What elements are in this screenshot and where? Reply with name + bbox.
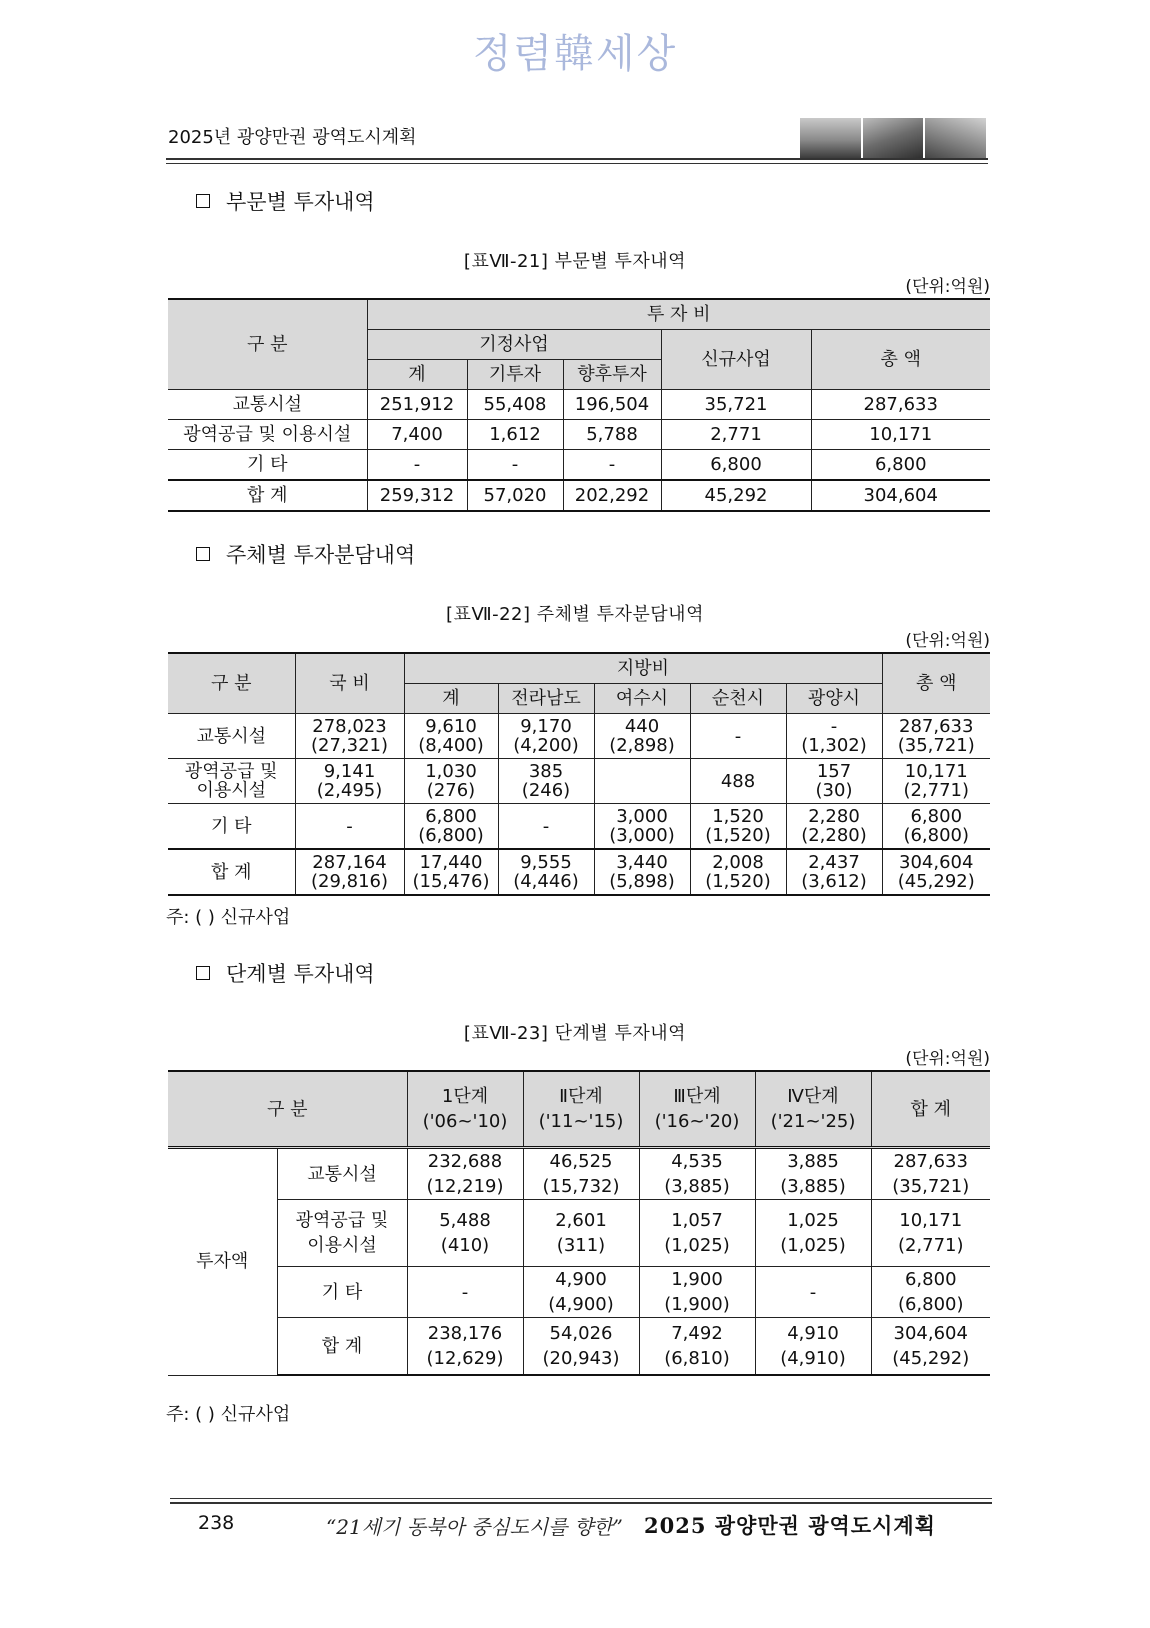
table-cell	[639, 1200, 755, 1267]
cell-subvalue: (45,292)	[897, 871, 975, 892]
cell-subvalue: (6,800)	[903, 825, 970, 846]
cell-subvalue: (6,800)	[897, 1294, 964, 1315]
row-label-line: 이용시설	[307, 1235, 377, 1256]
cell-value: 46,525	[549, 1151, 613, 1172]
stage-name: Ⅳ단계	[787, 1086, 839, 1107]
cell-subvalue: (45,292)	[892, 1348, 970, 1369]
table-cell	[407, 1148, 523, 1200]
table-cell	[755, 1267, 871, 1318]
cell-subvalue: (246)	[521, 780, 571, 801]
cell-value: 202,292	[563, 480, 661, 511]
checkbox-bullet-icon	[196, 547, 210, 561]
col-header-invested: 기투자	[467, 360, 563, 390]
cell-value: 9,555	[520, 852, 572, 873]
cell-value: 2,008	[712, 852, 764, 873]
cell-value: 2,437	[808, 852, 860, 873]
cell-subvalue: (1,025)	[664, 1235, 730, 1256]
stage-period: ('16~'20)	[654, 1111, 740, 1132]
footer-rule	[170, 1502, 992, 1504]
table-cell	[690, 849, 786, 895]
table-cell	[690, 804, 786, 850]
table-row	[168, 714, 990, 759]
cell-value: 1,612	[467, 420, 563, 450]
table-row	[168, 480, 990, 511]
cell-value: 4,535	[671, 1151, 723, 1172]
cell-subvalue: (20,943)	[542, 1348, 620, 1369]
cell-value: -	[467, 450, 563, 481]
section-heading-text: 부문별 투자내역	[226, 190, 375, 214]
row-label-line: 광역공급 및	[295, 1210, 389, 1231]
cell-value: 6,800	[904, 1269, 957, 1290]
col-header-total: 합 계	[871, 1071, 990, 1148]
cell-subvalue: (3,885)	[664, 1176, 730, 1197]
cell-value: 5,788	[563, 420, 661, 450]
cell-subvalue: (4,900)	[548, 1294, 614, 1315]
cell-subvalue: (3,000)	[609, 825, 675, 846]
cell-value: 304,604	[893, 1323, 968, 1344]
table-cell	[786, 759, 882, 804]
cell-value: 2,280	[808, 806, 860, 827]
cell-value: 238,176	[427, 1323, 503, 1344]
cell-subvalue: (4,910)	[780, 1348, 846, 1369]
row-label	[168, 759, 295, 804]
cell-value: 1,030	[425, 761, 477, 782]
cell-subvalue: (35,721)	[897, 735, 975, 756]
table-cell	[639, 1318, 755, 1376]
table-row	[168, 759, 990, 804]
cell-value: 5,488	[439, 1210, 491, 1231]
col-header-sum: 계	[404, 684, 498, 714]
table-cell	[690, 714, 786, 759]
table-row	[168, 849, 990, 895]
cell-value: 10,171	[899, 1210, 963, 1231]
cell-value: 10,171	[811, 420, 990, 450]
col-header-gwangyang: 광양시	[786, 684, 882, 714]
row-label	[277, 1318, 407, 1376]
cell-value: 232,688	[427, 1151, 503, 1172]
footer-slogan: “21세기 동북아 중심도시를 향한”	[326, 1515, 623, 1539]
table-caption: [표Ⅶ-21] 부문별 투자내역	[463, 251, 687, 272]
table-cell	[295, 849, 404, 895]
table-cell	[690, 759, 786, 804]
cell-value: 6,800	[811, 450, 990, 481]
table-row	[168, 1200, 990, 1267]
table-note: 주: ( ) 신규사업	[166, 1404, 291, 1425]
table-cell	[594, 714, 690, 759]
cell-value: 304,604	[811, 480, 990, 511]
cell-subvalue: (6,800)	[418, 825, 484, 846]
row-label: 합 계	[168, 480, 367, 511]
row-label	[168, 849, 295, 895]
col-header-jeonnam: 전라남도	[498, 684, 594, 714]
cell-value: -	[830, 716, 838, 737]
header-photo	[925, 118, 986, 158]
col-header-sum: 계	[367, 360, 467, 390]
col-header-stage	[639, 1071, 755, 1148]
table-cell	[882, 849, 990, 895]
section-heading-stage	[196, 958, 375, 988]
table-caption: [표Ⅶ-22] 주체별 투자분담내역	[446, 604, 704, 625]
row-label-line: 기 타	[211, 815, 252, 837]
cell-subvalue: (6,810)	[664, 1348, 730, 1369]
row-label: 광역공급 및 이용시설	[168, 420, 367, 450]
cell-subvalue: (1,900)	[664, 1294, 730, 1315]
table-cell	[523, 1318, 639, 1376]
page-number: 238	[198, 1512, 235, 1534]
cell-value: 57,020	[467, 480, 563, 511]
stage-period: ('21~'25)	[770, 1111, 856, 1132]
cell-value: 1,025	[787, 1210, 839, 1231]
row-label-line: 교통시설	[307, 1163, 377, 1185]
footer-title: 2025 광양만권 광역도시계획	[644, 1513, 936, 1538]
table-row	[168, 390, 990, 420]
cell-subvalue: (12,629)	[426, 1348, 504, 1369]
row-label: 기 타	[168, 450, 367, 481]
row-label	[277, 1267, 407, 1318]
checkbox-bullet-icon	[196, 966, 210, 980]
cell-subvalue: (4,446)	[513, 871, 579, 892]
unit-label: (단위:억원)	[905, 631, 990, 651]
cell-subvalue: (5,898)	[609, 871, 675, 892]
col-header-future: 향후투자	[563, 360, 661, 390]
cell-value: 4,910	[787, 1323, 839, 1344]
stage-investment-table	[168, 1070, 990, 1376]
cell-value: 1,057	[671, 1210, 723, 1231]
entity-share-table	[168, 652, 990, 896]
cell-subvalue: (311)	[556, 1235, 606, 1256]
cell-value: 3,885	[787, 1151, 839, 1172]
table-cell	[786, 849, 882, 895]
table-caption: [표Ⅶ-23] 단계별 투자내역	[463, 1023, 687, 1044]
table-cell	[498, 849, 594, 895]
cell-value: 10,171	[904, 761, 968, 782]
table-cell	[882, 804, 990, 850]
col-header-category: 구 분	[168, 653, 295, 714]
row-label-line: 기 타	[321, 1281, 363, 1303]
col-header-invest: 투 자 비	[367, 299, 990, 330]
cell-value: 7,492	[671, 1323, 723, 1344]
stage-name: Ⅱ단계	[559, 1086, 603, 1107]
table-cell	[871, 1318, 990, 1376]
cell-subvalue: (3,612)	[801, 871, 867, 892]
table-cell	[498, 714, 594, 759]
table-cell	[871, 1200, 990, 1267]
header-rule	[166, 163, 988, 164]
cell-value: 17,440	[419, 852, 483, 873]
cell-value: 196,504	[563, 390, 661, 420]
cell-value: 6,800	[661, 450, 811, 481]
unit-label: (단위:억원)	[905, 1049, 990, 1069]
table-cell	[498, 804, 594, 850]
table-cell	[407, 1267, 523, 1318]
cell-subvalue: (29,816)	[310, 871, 389, 892]
table-cell	[295, 759, 404, 804]
cell-value: 1,520	[712, 806, 764, 827]
row-label: 교통시설	[168, 390, 367, 420]
cell-subvalue: (2,771)	[903, 780, 970, 801]
table-row	[168, 1267, 990, 1318]
cell-value: 385	[528, 761, 564, 782]
cell-subvalue: (15,476)	[412, 871, 490, 892]
table-cell	[404, 849, 498, 895]
stage-period: ('11~'15)	[538, 1111, 624, 1132]
cell-value: -	[367, 450, 467, 481]
table-cell	[786, 804, 882, 850]
row-group-label: 투자액	[168, 1148, 277, 1376]
section-heading-text: 단계별 투자내역	[226, 962, 375, 986]
table-body	[168, 1148, 990, 1376]
cell-value: 45,292	[661, 480, 811, 511]
row-label-line: 이용시설	[196, 780, 267, 801]
cell-value: 2,771	[661, 420, 811, 450]
table-cell	[523, 1200, 639, 1267]
cell-subvalue: (1,520)	[705, 825, 771, 846]
table-cell	[882, 759, 990, 804]
table-cell	[882, 714, 990, 759]
cell-subvalue: (1,302)	[801, 735, 867, 756]
col-header-stage	[755, 1071, 871, 1148]
table-cell	[404, 759, 498, 804]
section-heading-entity	[196, 539, 415, 569]
table-cell	[523, 1267, 639, 1318]
col-header-stage	[523, 1071, 639, 1148]
cell-value: -	[346, 815, 353, 837]
row-label	[168, 804, 295, 850]
footer-rule	[170, 1498, 992, 1499]
row-label-line: 합 계	[211, 861, 252, 883]
cell-value: -	[563, 450, 661, 481]
col-header-yeosu: 여수시	[594, 684, 690, 714]
table-row	[168, 1318, 990, 1376]
table-note: 주: ( ) 신규사업	[166, 907, 291, 928]
cell-value: 287,633	[811, 390, 990, 420]
cell-value: -	[809, 1281, 817, 1303]
table-cell	[498, 759, 594, 804]
table-cell	[407, 1318, 523, 1376]
cell-value: 3,440	[616, 852, 668, 873]
cell-subvalue: (2,771)	[897, 1235, 964, 1256]
col-header-total: 총 액	[811, 330, 990, 390]
cell-subvalue: (1,520)	[705, 871, 771, 892]
table-cell	[639, 1267, 755, 1318]
cell-value: 9,610	[425, 716, 477, 737]
table-row	[168, 450, 990, 481]
header-photo	[863, 118, 924, 158]
section-heading-sector	[196, 186, 375, 216]
cell-subvalue: (2,495)	[316, 780, 383, 801]
cell-value: 7,400	[367, 420, 467, 450]
cell-subvalue: (12,219)	[426, 1176, 504, 1197]
table-row	[168, 1148, 990, 1200]
table-cell	[871, 1148, 990, 1200]
col-header-national: 국 비	[295, 653, 404, 714]
table-row	[168, 420, 990, 450]
section-heading-text: 주체별 투자분담내역	[226, 543, 416, 567]
cell-subvalue: (27,321)	[310, 735, 389, 756]
row-label-line: 교통시설	[196, 725, 267, 747]
cell-value: 488	[720, 770, 756, 792]
table-cell	[594, 759, 690, 804]
col-header-new: 신규사업	[661, 330, 811, 390]
cell-value: -	[461, 1281, 469, 1303]
cell-value: 278,023	[312, 716, 387, 737]
cell-subvalue: (276)	[426, 780, 476, 801]
cell-subvalue: (15,732)	[542, 1176, 620, 1197]
cell-subvalue: (4,200)	[513, 735, 579, 756]
cell-value: 3,000	[616, 806, 668, 827]
cell-subvalue: (2,280)	[801, 825, 867, 846]
cell-subvalue: (1,025)	[780, 1235, 846, 1256]
col-header-suncheon: 순천시	[690, 684, 786, 714]
publisher-logo: 정렴韓세상	[472, 31, 678, 77]
cell-value: 54,026	[549, 1323, 613, 1344]
table-cell	[295, 804, 404, 850]
cell-subvalue: (35,721)	[892, 1176, 970, 1197]
cell-value: 9,141	[323, 761, 376, 782]
table-body	[168, 390, 990, 512]
table-cell	[786, 714, 882, 759]
row-label-line: 광역공급 및	[184, 761, 278, 782]
cell-value: 251,912	[367, 390, 467, 420]
cell-value: -	[542, 815, 550, 837]
cell-value: 6,800	[910, 806, 963, 827]
cell-value: 287,164	[312, 852, 387, 873]
table-cell	[404, 804, 498, 850]
row-label	[277, 1200, 407, 1267]
header-photo-strip	[800, 118, 986, 158]
cell-value: 9,170	[520, 716, 572, 737]
row-label	[277, 1148, 407, 1200]
cell-value: 157	[816, 761, 852, 782]
cell-value: 55,408	[467, 390, 563, 420]
table-cell	[594, 804, 690, 850]
table-cell	[404, 714, 498, 759]
cell-subvalue: (8,400)	[418, 735, 484, 756]
table-cell	[871, 1267, 990, 1318]
cell-value: 1,900	[671, 1269, 723, 1290]
cell-value: 2,601	[555, 1210, 607, 1231]
cell-value: 259,312	[367, 480, 467, 511]
table-cell	[407, 1200, 523, 1267]
unit-label: (단위:억원)	[905, 277, 990, 297]
cell-subvalue: (2,898)	[609, 735, 675, 756]
col-header-category: 구 분	[168, 299, 367, 390]
col-header-existing: 기정사업	[367, 330, 661, 360]
col-header-total: 총 액	[882, 653, 990, 714]
table-row	[168, 804, 990, 850]
cell-value: 287,633	[893, 1151, 968, 1172]
header-photo	[800, 118, 861, 158]
cell-value: 35,721	[661, 390, 811, 420]
table-cell	[295, 714, 404, 759]
cell-value: 4,900	[555, 1269, 607, 1290]
row-label-line: 합 계	[321, 1335, 363, 1357]
col-header-local: 지방비	[404, 653, 882, 684]
running-header-title: 2025년 광양만권 광역도시계획	[168, 127, 417, 148]
col-header-stage	[407, 1071, 523, 1148]
table-cell	[523, 1148, 639, 1200]
cell-subvalue: (410)	[440, 1235, 490, 1256]
checkbox-bullet-icon	[196, 194, 210, 208]
cell-subvalue: (3,885)	[780, 1176, 846, 1197]
stage-period: ('06~'10)	[422, 1111, 508, 1132]
table-cell	[755, 1200, 871, 1267]
cell-value: 6,800	[425, 806, 477, 827]
table-body	[168, 714, 990, 896]
table-cell	[639, 1148, 755, 1200]
table-cell	[594, 849, 690, 895]
stage-name: 1단계	[441, 1086, 489, 1107]
sector-investment-table	[168, 298, 990, 512]
table-cell	[755, 1318, 871, 1376]
row-label	[168, 714, 295, 759]
cell-value: 304,604	[899, 852, 974, 873]
cell-subvalue: (30)	[815, 780, 853, 801]
table-cell	[755, 1148, 871, 1200]
stage-name: Ⅲ단계	[673, 1086, 721, 1107]
cell-value: 287,633	[899, 716, 974, 737]
col-header-category: 구 분	[168, 1071, 407, 1148]
cell-value: 440	[624, 716, 660, 737]
header-rule	[166, 158, 988, 160]
cell-value: -	[734, 725, 742, 747]
